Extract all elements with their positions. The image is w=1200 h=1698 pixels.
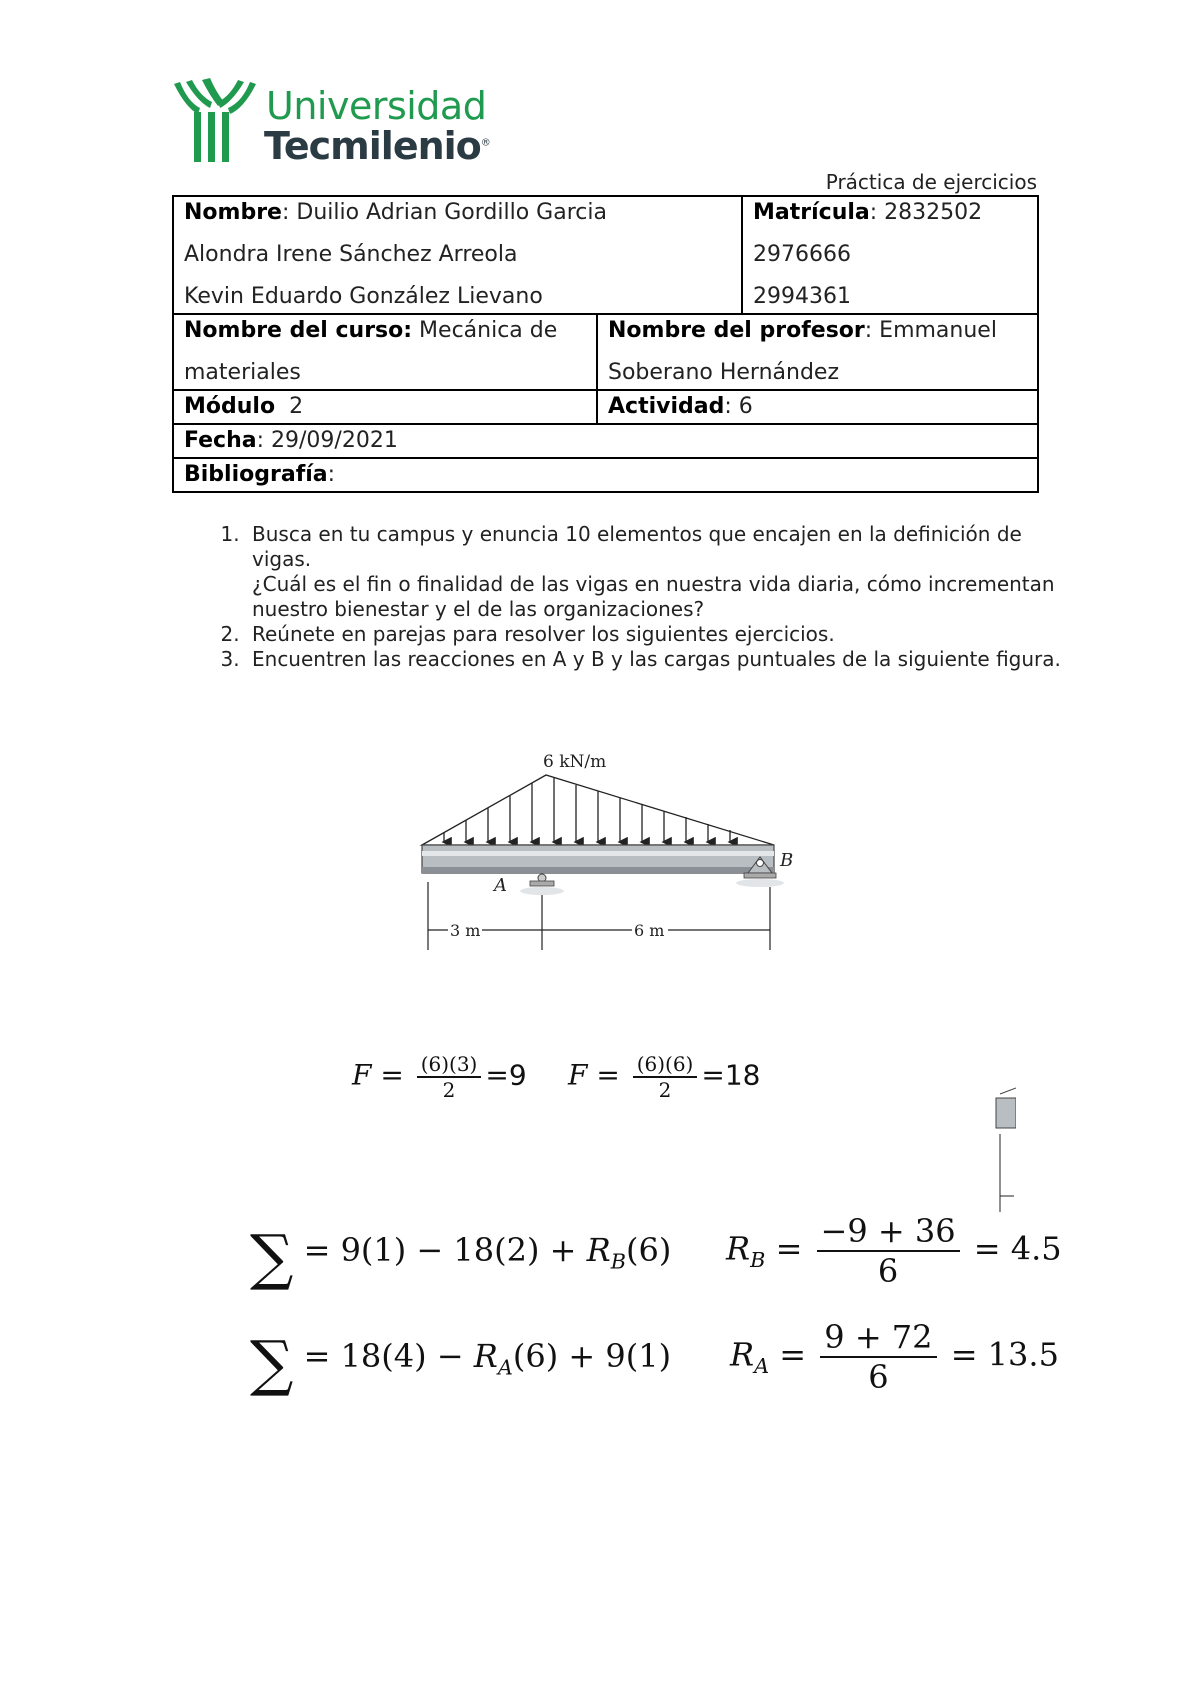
student-name-1: : Duilio Adrian Gordillo Garcia — [281, 200, 607, 225]
f1-lhs: F = — [352, 1058, 404, 1092]
ra-result: = 13.5 — [950, 1335, 1059, 1374]
reaction-rb — [726, 1212, 1062, 1290]
ra-numerator: 9 + 72 — [820, 1318, 936, 1358]
modulo-cell — [173, 390, 597, 424]
rb-r: R — [726, 1229, 751, 1268]
actividad-cell — [597, 390, 1038, 424]
sigma-icon: ∑ — [250, 1223, 294, 1293]
ra-eq: = — [779, 1335, 807, 1374]
names-row — [173, 196, 1038, 314]
sigma-icon: ∑ — [250, 1329, 294, 1399]
task-2-text: Reúnete en parejas para resolver los siguientes ejercicios. — [252, 622, 835, 646]
formula-f1 — [352, 1052, 527, 1102]
tecmilenio-leaf-icon — [172, 78, 262, 168]
sum2-r-sub: A — [497, 1355, 513, 1380]
profesor-label: Nombre del profesor — [608, 318, 865, 343]
rb-r-sub: B — [750, 1247, 766, 1272]
curso-value-1: Mecánica de — [412, 318, 558, 343]
sum1-r-sub: B — [610, 1249, 626, 1274]
matricula-1: : 2832502 — [869, 200, 983, 225]
rb-denominator: 6 — [877, 1252, 899, 1290]
rb-numerator: −9 + 36 — [817, 1212, 960, 1252]
university-logo — [172, 78, 502, 170]
task-item — [246, 622, 1086, 647]
rb-eq: = — [775, 1229, 803, 1268]
ra-r: R — [730, 1335, 755, 1374]
f1-denominator: 2 — [442, 1078, 456, 1102]
fecha-label: Fecha — [184, 428, 257, 453]
dimension-3m: 3 m — [450, 921, 481, 940]
dimension-6m: 6 m — [634, 921, 665, 940]
rb-result: = 4.5 — [973, 1229, 1062, 1268]
support-a-label: A — [494, 875, 507, 896]
registered-mark: ® — [480, 137, 490, 149]
task-3-text: Encuentren las reacciones en A y B y las cargas puntuales de la siguiente figura. — [252, 647, 1061, 671]
bibliografia-label: Bibliografía — [184, 462, 328, 487]
fecha-cell — [173, 424, 1038, 458]
clipped-beam-fragment — [994, 1084, 1016, 1214]
task-item — [246, 647, 1086, 672]
module-row — [173, 390, 1038, 424]
matricula-cell — [742, 196, 1038, 314]
bibliografia-value: : — [327, 462, 336, 487]
profesor-value-2: Soberano Hernández — [608, 360, 839, 385]
profesor-value-1: : Emmanuel — [864, 318, 997, 343]
student-name-3: Kevin Eduardo González Lievano — [184, 284, 543, 309]
logo-text-tec: Tecmilenio — [264, 124, 481, 168]
sum1-expr-a: = 9(1) − 18(2) + — [303, 1230, 587, 1269]
course-row — [173, 314, 1038, 390]
actividad-value: : 6 — [724, 394, 753, 419]
profesor-cell — [597, 314, 1038, 390]
roller-support-a — [520, 874, 564, 895]
task-list — [210, 522, 1086, 672]
document-type: Práctica de ejercicios — [825, 170, 1037, 194]
bibliografia-cell — [173, 458, 1038, 492]
student-info-table — [172, 195, 1039, 493]
actividad-label: Actividad — [608, 394, 725, 419]
names-cell — [173, 196, 742, 314]
ra-denominator: 6 — [868, 1358, 889, 1396]
matricula-label: Matrícula — [753, 200, 870, 225]
curso-cell — [173, 314, 597, 390]
formula-f2 — [568, 1052, 760, 1102]
curso-label: Nombre del curso: — [184, 318, 413, 343]
f1-result: =9 — [485, 1058, 527, 1092]
sum2-r: R — [473, 1336, 498, 1375]
f2-denominator: 2 — [658, 1078, 672, 1102]
sum1-r: R — [586, 1230, 611, 1269]
f1-numerator: (6)(3) — [417, 1052, 482, 1078]
f2-numerator: (6)(6) — [633, 1052, 698, 1078]
task-item — [246, 522, 1086, 622]
bibliography-row — [173, 458, 1038, 492]
sum1-expr-b: (6) — [626, 1230, 672, 1269]
modulo-value: 2 — [275, 394, 304, 419]
modulo-label: Módulo — [184, 394, 276, 419]
moment-sum-1 — [250, 1223, 672, 1293]
date-row — [173, 424, 1038, 458]
task-1-line-2: ¿Cuál es el fin o finalidad de las vigas en nuestra vida diaria, cómo incrementan nuestro bienestar y el de las organizaciones? — [252, 572, 1055, 621]
logo-text-tecmilenio — [264, 124, 490, 168]
fecha-value: : 29/09/2021 — [256, 428, 398, 453]
f2-lhs: F = — [568, 1058, 620, 1092]
beam-diagram — [418, 745, 798, 955]
task-1-line-1: Busca en tu campus y enuncia 10 elementos que encajen en la definición de vigas. — [252, 522, 1022, 571]
matricula-2: 2976666 — [753, 242, 851, 267]
curso-value-2: materiales — [184, 360, 301, 385]
load-label: 6 kN/m — [543, 752, 607, 772]
nombre-label: Nombre — [184, 200, 282, 225]
f2-result: =18 — [701, 1058, 761, 1092]
logo-text-universidad: Universidad — [266, 84, 487, 128]
matricula-3: 2994361 — [753, 284, 851, 309]
reaction-ra — [730, 1318, 1059, 1396]
ra-r-sub: A — [754, 1353, 770, 1378]
support-b-label: B — [780, 850, 794, 871]
moment-sum-2 — [250, 1329, 672, 1399]
sum2-expr-b: (6) + 9(1) — [512, 1336, 672, 1375]
student-name-2: Alondra Irene Sánchez Arreola — [184, 242, 518, 267]
sum2-expr-a: = 18(4) − — [303, 1336, 474, 1375]
